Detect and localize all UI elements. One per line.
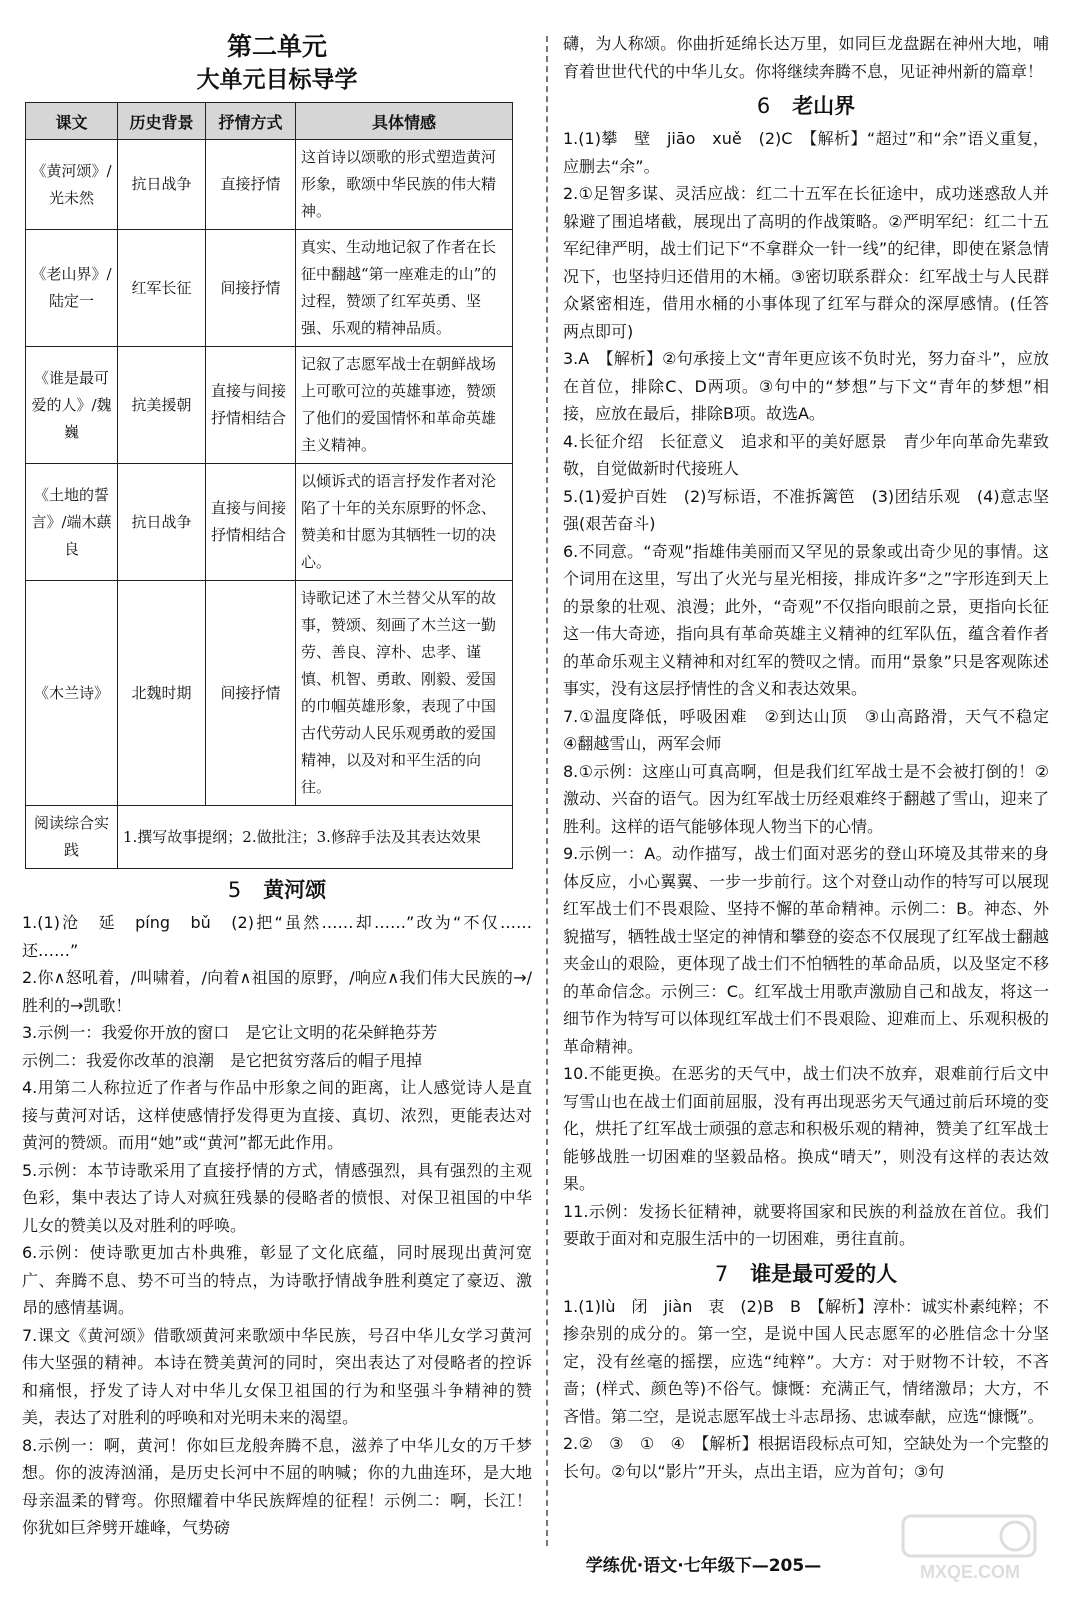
footer-text: 学练优·语文·七年级下—205— — [585, 1556, 822, 1576]
cell-text: 《谁是最可爱的人》/魏巍 — [26, 347, 118, 464]
lesson-number: 6 — [756, 94, 771, 118]
left-column — [22, 30, 532, 1542]
answer-item: 4.用第二人称拉近了作者与作品中形象之间的距离，让人感觉诗人是直接与黄河对话，这样使感情抒发得更为直接、真切、浓烈，更能表达对黄河的赞颂。而用“她”或“黄河”都无此作用。 — [22, 1078, 532, 1152]
cell-emotion: 这首诗以颂歌的形式塑造黄河形象，歌颂中华民族的伟大精神。 — [296, 140, 513, 230]
cell-text: 《老山界》/陆定一 — [26, 230, 118, 347]
column-divider — [546, 36, 548, 1546]
lesson-6-answers — [563, 125, 1066, 1253]
cell-emotion: 以倾诉式的语言抒发作者对沦陷了十年的关东原野的怀念、赞美和甘愿为其牺牲一切的决心。 — [296, 464, 513, 581]
unit-title: 第二单元 — [226, 32, 327, 61]
unit-subtitle: 大单元目标导学 — [196, 67, 358, 93]
answer-item: 2.你∧怒吼着，/叫啸着，/向着∧祖国的原野，/响应∧我们伟大民族的→/胜利的→凯歌！ — [22, 968, 532, 1015]
answer-item: 1.(1)沧 延 píng bǔ (2)把“虽然……却……”改为“不仅……还……” — [22, 913, 532, 960]
answer-item: 8.①示例：这座山可真高啊，但是我们红军战士是不会被打倒的！②激动、兴奋的语气。因为红军战士历经艰难终于翻越了雪山，迎来了胜利。这样的语气能够体现人物当下的心情。 — [563, 761, 1049, 836]
table-row — [26, 347, 513, 464]
lesson-name: 黄河颂 — [263, 878, 327, 902]
lesson-6-title — [563, 91, 1049, 121]
cell-method: 直接与间接抒情相结合 — [206, 464, 296, 581]
lesson-7-title — [563, 1259, 1049, 1289]
table-row — [26, 230, 513, 347]
table-header: 抒情方式 — [206, 103, 296, 140]
table-row-reading — [26, 806, 513, 869]
lesson-name: 老山界 — [792, 94, 856, 118]
answer-item: 1.(1)攀 壁 jiāo xuě (2)C 【解析】“超过”和“余”语义重复，应删去“余”。 — [563, 129, 1049, 176]
lesson-name: 谁是最可爱的人 — [750, 1261, 898, 1286]
answer-item: 10.不能更换。在恶劣的天气中，战士们决不放弃，艰难前行后文中写雪山也在战士们面前屈服，没有再出现恶劣天气通过前后环境的变化，烘托了红军战士顽强的意志和积极乐观的精神，赞美了红军战士能够战胜一切困难的坚毅品格。换成“晴天”，则没有这样的表达效果。 — [563, 1064, 1049, 1193]
table-row — [26, 464, 513, 581]
answer-item: 5.(1)爱护百姓 (2)写标语，不准拆篱笆 (3)团结乐观 (4)意志坚强(艰苦奋斗) — [563, 486, 1049, 533]
watermark-text: MXQE.COM — [919, 1562, 1021, 1582]
cell-method: 间接抒情 — [206, 581, 296, 806]
cell-text: 《黄河颂》/光未然 — [26, 140, 118, 230]
answer-item: 礴，为人称颂。你曲折延绵长达万里，如同巨龙盘踞在神州大地，哺育着世世代代的中华儿女。你将继续奔腾不息，见证神州新的篇章！ — [563, 34, 1049, 81]
table-header: 具体情感 — [296, 103, 513, 140]
lesson-number: 5 — [227, 878, 242, 902]
cell-background: 北魏时期 — [118, 581, 206, 806]
answer-item: 2.② ③ ① ④ 【解析】根据语段标点可知，空缺处为一个完整的长句。②句以“影片”开头，点出主语，应为首句；③句 — [563, 1434, 1049, 1481]
answer-item: 6.示例：使诗歌更加古朴典雅，彰显了文化底蕴，同时展现出黄河宽广、奔腾不息、势不可当的特点，为诗歌抒情战争胜利奠定了豪迈、激昂的感情基调。 — [22, 1243, 532, 1317]
lesson-7-answers — [563, 1293, 1049, 1486]
answer-item: 3.示例一：我爱你开放的窗口 是它让文明的花朵鲜艳芬芳 — [22, 1023, 438, 1042]
table-header: 历史背景 — [118, 103, 206, 140]
cell-text: 《土地的誓言》/端木蕻良 — [26, 464, 118, 581]
answer-item: 4.长征介绍 长征意义 追求和平的美好愿景 青少年向革命先辈致敬，自觉做新时代接班人 — [563, 431, 1049, 478]
lesson-5-title — [22, 875, 532, 905]
answer-item: 2.①足智多谋、灵活应战：红二十五军在长征途中，成功迷惑敌人并躲避了围追堵截，展现出了高明的作战策略。②严明军纪：红二十五军纪律严明，战士们记下“不拿群众一针一线”的纪律，即使在紧急情况下，也坚持归还借用的木桶。③密切联系群众：红军战士与人民群众紧密相连，借用水桶的小事体现了红军与群众的深厚感情。(任答两点即可) — [563, 184, 1049, 341]
cell-emotion: 诗歌记述了木兰替父从军的故事，赞颂、刻画了木兰这一勤劳、善良、淳朴、忠孝、谨慎、机智、勇敢、刚毅、爱国的巾帼英雄形象，表现了中国古代劳动人民乐观勇敢的爱国精神，以及对和平生活的向往。 — [296, 581, 513, 806]
table-row — [26, 140, 513, 230]
answer-item: 3.A 【解析】②句承接上文“青年更应该不负时光，努力奋斗”，应放在首位，排除C、D两项。③句中的“梦想”与下文“青年的梦想”相接，应放在最后，排除B项。故选A。 — [563, 349, 1049, 423]
right-column — [563, 30, 1066, 1485]
table-header: 课文 — [26, 103, 118, 140]
answer-item: 7.①温度降低，呼吸困难 ②到达山顶 ③山高路滑，天气不稳定 ④翻越雪山，两军会师 — [563, 706, 1066, 753]
answer-item: 1.(1)lù 闭 jiàn 衷 (2)B B 【解析】淳朴：诚实朴素纯粹；不掺杂别的成分的。第一空，是说中国人民志愿军的必胜信念十分坚定，没有丝毫的摇摆，应选“纯粹”。大方：对于财物不计较，不吝啬；(样式、颜色等)不俗气。慷慨：充满正气，情绪激昂；大方，不吝惜。第二空，是说志愿军战士斗志昂扬、忠诚奉献，应选“慷慨”。 — [563, 1296, 1049, 1426]
table-header-row — [26, 103, 513, 140]
cell-background: 红军长征 — [118, 230, 206, 347]
continued-answer — [563, 30, 1049, 85]
answer-item: 示例二：我爱你改革的浪潮 是它把贫穷落后的帽子甩掉 — [22, 1050, 423, 1070]
cell-background: 抗日战争 — [118, 140, 206, 230]
cell-emotion: 真实、生动地记叙了作者在长征中翻越“第一座难走的山”的过程，赞颂了红军英勇、坚强、乐观的精神品质。 — [296, 230, 513, 347]
cell-text: 《木兰诗》 — [26, 581, 118, 806]
unit-goal-table — [25, 102, 513, 869]
lesson-number: 7 — [714, 1261, 729, 1286]
watermark-logo-icon — [895, 1510, 1045, 1585]
answer-item: 7.课文《黄河颂》借歌颂黄河来歌颂中华民族，号召中华儿女学习黄河伟大坚强的精神。本诗在赞美黄河的同时，突出表达了对侵略者的控诉和痛恨，抒发了诗人对中华儿女保卫祖国的行为和坚强斗争精神的赞美，表达了对胜利的呼唤和对光明未来的渴望。 — [22, 1325, 532, 1427]
cell-reading-label: 阅读综合实践 — [26, 806, 118, 869]
cell-method: 间接抒情 — [206, 230, 296, 347]
answer-item: 11.示例：发扬长征精神，就要将国家和民族的利益放在首位。我们要敢于面对和克服生活中的一切困难，勇往直前。 — [563, 1201, 1049, 1248]
cell-emotion: 记叙了志愿军战士在朝鲜战场上可歌可泣的英雄事迹，赞颂了他们的爱国情怀和革命英雄主义精神。 — [296, 347, 513, 464]
cell-reading-content: 1.撰写故事提纲；2.做批注；3.修辞手法及其表达效果 — [118, 806, 513, 869]
cell-method: 直接抒情 — [206, 140, 296, 230]
cell-background: 抗日战争 — [118, 464, 206, 581]
answer-item: 9.示例一：A。动作描写，战士们面对恶劣的登山环境及其带来的身体反应，小心翼翼、一步一步前行。这个对登山动作的特写可以展现红军战士们不畏艰险、坚持不懈的革命精神。示例二：B。神态、外貌描写，牺牲战士坚定的神情和攀登的姿态不仅展现了红军战士翻越夹金山的艰险，更体现了战士们不怕牺牲的革命品质，以及坚定不移的革命信念。示例三：C。红军战士用歌声激励自己和战友，将这一细节作为特写可以体现红军战士们不畏艰险、迎难而上、乐观积极的革命精神。 — [563, 844, 1049, 1056]
lesson-5-answers — [22, 909, 532, 1542]
table-row — [26, 581, 513, 806]
answer-item: 8.示例一：啊，黄河！你如巨龙般奔腾不息，滋养了中华儿女的万千梦想。你的波涛汹涌，是历史长河中不屈的呐喊；你的九曲连环，是大地母亲温柔的臂弯。你照耀着中华民族辉煌的征程！示例二：啊，长江！你犹如巨斧劈开雄峰，气势磅 — [22, 1435, 532, 1537]
answer-item: 5.示例：本节诗歌采用了直接抒情的方式，情感强烈，具有强烈的主观色彩，集中表达了诗人对疯狂残暴的侵略者的愤恨、对保卫祖国的中华儿女的赞美以及对胜利的呼唤。 — [22, 1160, 532, 1235]
answer-item: 6.不同意。“奇观”指雄伟美丽而又罕见的景象或出奇少见的事情。这个词用在这里，写出了火光与星光相接，排成许多“之”字形连到天上的景象的壮观、浪漫；此外，“奇观”不仅指向眼前之景，更指向长征这一伟大奇迹，指向具有革命英雄主义精神的红军队伍，蕴含着作者的革命乐观主义精神和对红军的赞叹之情。而用“景象”只是客观陈述事实，没有这层抒情性的含义和表达效果。 — [563, 541, 1049, 698]
cell-method: 直接与间接抒情相结合 — [206, 347, 296, 464]
cell-background: 抗美援朝 — [118, 347, 206, 464]
